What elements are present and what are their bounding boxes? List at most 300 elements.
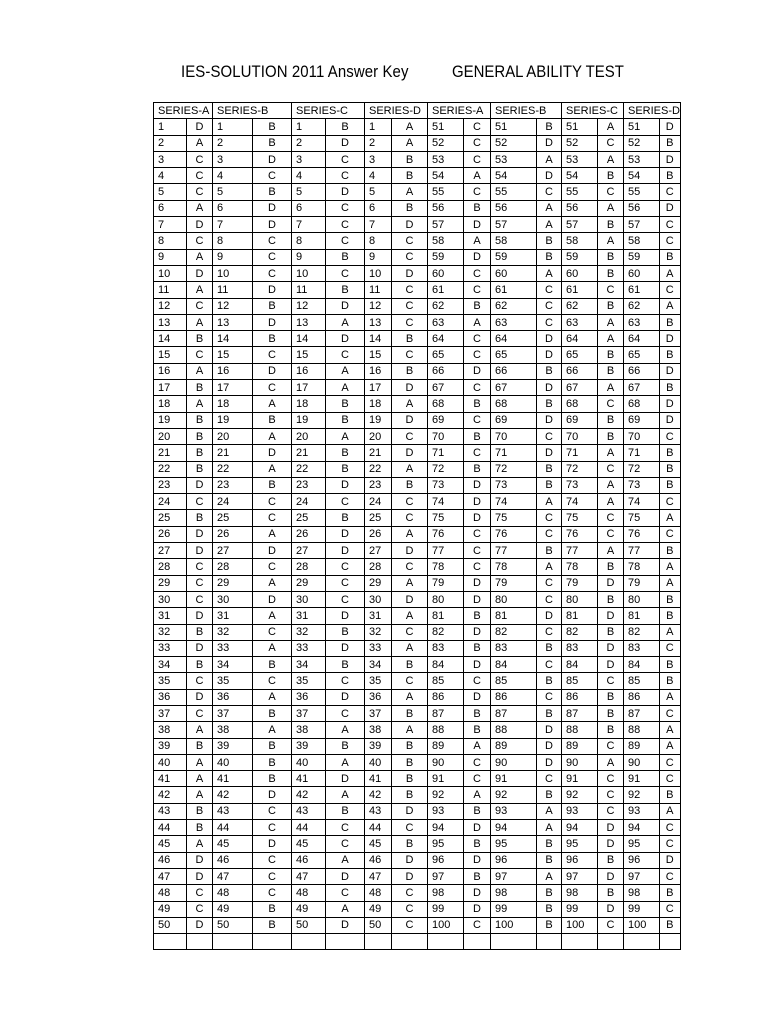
answer-cell: A [598, 119, 624, 135]
question-number-cell: 96 [624, 852, 660, 868]
question-number-cell: 28 [292, 559, 326, 575]
question-number-cell: 85 [491, 673, 537, 689]
answer-cell: A [326, 722, 365, 738]
answer-cell: D [326, 526, 365, 542]
empty-cell [213, 934, 253, 950]
question-number-cell: 99 [428, 901, 464, 917]
answer-cell: C [253, 868, 292, 884]
question-number-cell: 16 [365, 363, 392, 379]
answer-cell: A [187, 396, 213, 412]
question-number-cell: 71 [491, 445, 537, 461]
answer-cell: A [537, 265, 562, 281]
answer-cell: D [464, 363, 491, 379]
question-number-cell: 53 [562, 151, 598, 167]
answer-cell: B [187, 428, 213, 444]
question-number-cell: 5 [292, 184, 326, 200]
answer-cell: B [326, 282, 365, 298]
table-row [154, 754, 681, 770]
answer-cell: B [659, 347, 680, 363]
answer-cell: C [464, 526, 491, 542]
answer-cell: A [392, 722, 428, 738]
question-number-cell: 87 [428, 705, 464, 721]
table-row [154, 543, 681, 559]
table-row [154, 917, 681, 933]
question-number-cell: 80 [428, 591, 464, 607]
question-number-cell: 21 [292, 445, 326, 461]
answer-cell: D [326, 868, 365, 884]
answer-cell: B [253, 331, 292, 347]
question-number-cell: 12 [213, 298, 253, 314]
question-number-cell: 78 [428, 559, 464, 575]
answer-cell: B [659, 168, 680, 184]
answer-cell: B [537, 363, 562, 379]
question-number-cell: 21 [154, 445, 187, 461]
answer-cell: B [464, 428, 491, 444]
question-number-cell: 88 [491, 722, 537, 738]
answer-cell: B [598, 412, 624, 428]
empty-cell [624, 934, 660, 950]
question-number-cell: 34 [154, 657, 187, 673]
answer-cell: C [598, 282, 624, 298]
question-number-cell: 55 [428, 184, 464, 200]
table-row [154, 836, 681, 852]
table-row [154, 591, 681, 607]
answer-cell: A [537, 803, 562, 819]
answer-cell: D [392, 543, 428, 559]
answer-cell: C [253, 168, 292, 184]
answer-cell: C [392, 510, 428, 526]
answer-cell: C [187, 901, 213, 917]
table-row [154, 673, 681, 689]
question-number-cell: 14 [292, 331, 326, 347]
answer-cell: C [659, 184, 680, 200]
answer-cell: A [659, 298, 680, 314]
answer-cell: C [187, 168, 213, 184]
question-number-cell: 33 [365, 640, 392, 656]
question-number-cell: 98 [491, 885, 537, 901]
answer-cell: D [537, 738, 562, 754]
question-number-cell: 59 [491, 249, 537, 265]
series-header: SERIES-B [491, 103, 562, 119]
answer-cell: D [537, 331, 562, 347]
answer-cell: B [392, 477, 428, 493]
question-number-cell: 63 [491, 314, 537, 330]
question-number-cell: 64 [624, 331, 660, 347]
answer-cell: C [537, 657, 562, 673]
answer-cell: A [253, 640, 292, 656]
question-number-cell: 89 [562, 738, 598, 754]
question-number-cell: 69 [491, 412, 537, 428]
answer-cell: A [392, 396, 428, 412]
question-number-cell: 39 [292, 738, 326, 754]
question-number-cell: 54 [624, 168, 660, 184]
question-number-cell: 56 [428, 200, 464, 216]
table-row [154, 624, 681, 640]
table-row [154, 282, 681, 298]
answer-cell: C [598, 396, 624, 412]
table-row [154, 820, 681, 836]
answer-cell: A [253, 689, 292, 705]
question-number-cell: 3 [213, 151, 253, 167]
answer-cell: C [598, 771, 624, 787]
question-number-cell: 7 [154, 217, 187, 233]
answer-cell: D [464, 575, 491, 591]
series-header: SERIES-A [428, 103, 491, 119]
answer-cell: C [253, 265, 292, 281]
question-number-cell: 93 [562, 803, 598, 819]
question-number-cell: 90 [491, 754, 537, 770]
answer-cell: C [537, 689, 562, 705]
answer-cell: B [326, 461, 365, 477]
question-number-cell: 27 [154, 543, 187, 559]
page-heading [0, 62, 768, 90]
question-number-cell: 31 [154, 608, 187, 624]
answer-cell: D [392, 591, 428, 607]
answer-cell: D [253, 445, 292, 461]
answer-cell: A [537, 820, 562, 836]
question-number-cell: 9 [292, 249, 326, 265]
answer-cell: B [464, 298, 491, 314]
answer-cell: A [537, 151, 562, 167]
question-number-cell: 62 [491, 298, 537, 314]
answer-cell: B [659, 249, 680, 265]
question-number-cell: 97 [624, 868, 660, 884]
answer-cell: B [537, 396, 562, 412]
answer-cell: A [537, 200, 562, 216]
question-number-cell: 22 [365, 461, 392, 477]
question-number-cell: 40 [365, 754, 392, 770]
answer-cell: B [659, 445, 680, 461]
answer-cell: B [659, 380, 680, 396]
table-row [154, 494, 681, 510]
question-number-cell: 41 [213, 771, 253, 787]
question-number-cell: 50 [365, 917, 392, 933]
question-number-cell: 29 [154, 575, 187, 591]
answer-cell: B [326, 510, 365, 526]
question-number-cell: 33 [154, 640, 187, 656]
answer-cell: B [659, 591, 680, 607]
answer-cell: C [326, 820, 365, 836]
question-number-cell: 83 [428, 640, 464, 656]
question-number-cell: 16 [292, 363, 326, 379]
question-number-cell: 90 [624, 754, 660, 770]
question-number-cell: 97 [491, 868, 537, 884]
question-number-cell: 95 [428, 836, 464, 852]
answer-cell: B [187, 331, 213, 347]
answer-cell: D [253, 543, 292, 559]
answer-cell: C [464, 119, 491, 135]
answer-cell: C [326, 673, 365, 689]
question-number-cell: 58 [428, 233, 464, 249]
question-number-cell: 31 [365, 608, 392, 624]
answer-cell: C [392, 917, 428, 933]
question-number-cell: 94 [562, 820, 598, 836]
question-number-cell: 56 [562, 200, 598, 216]
answer-cell: B [392, 754, 428, 770]
answer-cell: D [537, 168, 562, 184]
question-number-cell: 41 [154, 771, 187, 787]
answer-cell: C [659, 282, 680, 298]
answer-cell: C [253, 559, 292, 575]
question-number-cell: 41 [365, 771, 392, 787]
question-number-cell: 10 [154, 265, 187, 281]
answer-cell: B [598, 722, 624, 738]
question-number-cell: 32 [365, 624, 392, 640]
question-number-cell: 37 [154, 705, 187, 721]
question-number-cell: 42 [292, 787, 326, 803]
answer-cell: C [464, 559, 491, 575]
answer-cell: A [392, 640, 428, 656]
question-number-cell: 62 [624, 298, 660, 314]
answer-cell: B [598, 363, 624, 379]
question-number-cell: 4 [154, 168, 187, 184]
question-number-cell: 50 [213, 917, 253, 933]
answer-cell: B [537, 640, 562, 656]
table-row [154, 184, 681, 200]
answer-cell: C [392, 901, 428, 917]
table-body [154, 119, 681, 950]
answer-cell: A [659, 689, 680, 705]
question-number-cell: 68 [624, 396, 660, 412]
answer-cell: C [326, 217, 365, 233]
answer-cell: C [253, 624, 292, 640]
answer-cell: B [537, 673, 562, 689]
answer-cell: B [392, 331, 428, 347]
question-number-cell: 26 [154, 526, 187, 542]
question-number-cell: 42 [213, 787, 253, 803]
answer-cell: C [464, 754, 491, 770]
question-number-cell: 96 [491, 852, 537, 868]
answer-cell: A [187, 249, 213, 265]
answer-cell: D [187, 217, 213, 233]
question-number-cell: 84 [428, 657, 464, 673]
table-row [154, 608, 681, 624]
table-row [154, 249, 681, 265]
question-number-cell: 58 [562, 233, 598, 249]
question-number-cell: 55 [624, 184, 660, 200]
question-number-cell: 41 [292, 771, 326, 787]
answer-cell: C [187, 233, 213, 249]
question-number-cell: 43 [154, 803, 187, 819]
answer-cell: A [187, 282, 213, 298]
answer-cell: B [598, 705, 624, 721]
question-number-cell: 32 [213, 624, 253, 640]
answer-cell: D [187, 640, 213, 656]
question-number-cell: 84 [624, 657, 660, 673]
answer-cell: C [659, 901, 680, 917]
question-number-cell: 96 [428, 852, 464, 868]
answer-cell: C [659, 233, 680, 249]
question-number-cell: 36 [365, 689, 392, 705]
question-number-cell: 91 [428, 771, 464, 787]
question-number-cell: 5 [213, 184, 253, 200]
question-number-cell: 53 [428, 151, 464, 167]
answer-cell: D [464, 510, 491, 526]
question-number-cell: 72 [562, 461, 598, 477]
question-number-cell: 66 [624, 363, 660, 379]
answer-cell: D [392, 852, 428, 868]
question-number-cell: 7 [292, 217, 326, 233]
answer-cell: B [537, 461, 562, 477]
answer-cell: B [598, 428, 624, 444]
answer-cell: D [326, 689, 365, 705]
question-number-cell: 4 [365, 168, 392, 184]
answer-cell: D [253, 363, 292, 379]
question-number-cell: 81 [491, 608, 537, 624]
question-number-cell: 68 [428, 396, 464, 412]
answer-cell: C [187, 184, 213, 200]
answer-cell: C [187, 559, 213, 575]
answer-cell: A [659, 265, 680, 281]
question-number-cell: 23 [154, 477, 187, 493]
answer-cell: D [537, 722, 562, 738]
answer-cell: B [659, 657, 680, 673]
question-number-cell: 79 [491, 575, 537, 591]
question-number-cell: 75 [562, 510, 598, 526]
question-number-cell: 46 [365, 852, 392, 868]
answer-cell: C [253, 249, 292, 265]
answer-cell: D [253, 787, 292, 803]
header-row [154, 103, 681, 119]
question-number-cell: 58 [624, 233, 660, 249]
question-number-cell: 95 [624, 836, 660, 852]
question-number-cell: 44 [154, 820, 187, 836]
question-number-cell: 52 [491, 135, 537, 151]
table-row [154, 738, 681, 754]
answer-cell: B [326, 803, 365, 819]
answer-cell: A [326, 787, 365, 803]
answer-cell: C [326, 233, 365, 249]
answer-cell: D [464, 624, 491, 640]
answer-cell: B [464, 461, 491, 477]
question-number-cell: 48 [365, 885, 392, 901]
question-number-cell: 20 [365, 428, 392, 444]
answer-cell: A [253, 396, 292, 412]
answer-cell: C [392, 673, 428, 689]
answer-cell: C [464, 543, 491, 559]
answer-cell: C [598, 738, 624, 754]
question-number-cell: 40 [154, 754, 187, 770]
question-number-cell: 47 [154, 868, 187, 884]
table-row [154, 868, 681, 884]
question-number-cell: 20 [213, 428, 253, 444]
answer-cell: D [537, 608, 562, 624]
question-number-cell: 52 [562, 135, 598, 151]
question-number-cell: 62 [562, 298, 598, 314]
question-number-cell: 76 [624, 526, 660, 542]
question-number-cell: 27 [365, 543, 392, 559]
question-number-cell: 52 [624, 135, 660, 151]
answer-cell: A [659, 738, 680, 754]
question-number-cell: 18 [292, 396, 326, 412]
question-number-cell: 98 [562, 885, 598, 901]
answer-cell: B [537, 249, 562, 265]
question-number-cell: 67 [428, 380, 464, 396]
question-number-cell: 50 [154, 917, 187, 933]
table-row [154, 803, 681, 819]
question-number-cell: 88 [428, 722, 464, 738]
question-number-cell: 56 [491, 200, 537, 216]
question-number-cell: 85 [562, 673, 598, 689]
answer-cell: C [598, 526, 624, 542]
question-number-cell: 3 [292, 151, 326, 167]
series-header: SERIES-A [154, 103, 213, 119]
question-number-cell: 75 [428, 510, 464, 526]
answer-cell: C [537, 526, 562, 542]
answer-cell: B [537, 836, 562, 852]
question-number-cell: 22 [154, 461, 187, 477]
answer-cell: C [187, 705, 213, 721]
question-number-cell: 89 [624, 738, 660, 754]
answer-cell: B [253, 754, 292, 770]
answer-cell: B [537, 901, 562, 917]
answer-cell: D [187, 265, 213, 281]
answer-cell: D [659, 151, 680, 167]
question-number-cell: 45 [365, 836, 392, 852]
answer-cell: A [464, 168, 491, 184]
answer-cell: C [659, 217, 680, 233]
question-number-cell: 2 [213, 135, 253, 151]
question-number-cell: 57 [624, 217, 660, 233]
answer-cell: D [659, 396, 680, 412]
question-number-cell: 55 [562, 184, 598, 200]
answer-cell: D [598, 820, 624, 836]
answer-cell: C [187, 347, 213, 363]
question-number-cell: 93 [491, 803, 537, 819]
answer-cell: D [392, 412, 428, 428]
question-number-cell: 21 [213, 445, 253, 461]
question-number-cell: 3 [154, 151, 187, 167]
answer-cell: D [187, 608, 213, 624]
question-number-cell: 32 [292, 624, 326, 640]
answer-cell: B [253, 705, 292, 721]
question-number-cell: 24 [365, 494, 392, 510]
answer-cell: C [659, 526, 680, 542]
answer-cell: D [187, 477, 213, 493]
question-number-cell: 74 [428, 494, 464, 510]
answer-cell: D [598, 901, 624, 917]
question-number-cell: 91 [624, 771, 660, 787]
answer-cell: A [392, 608, 428, 624]
question-number-cell: 25 [292, 510, 326, 526]
answer-cell: C [187, 575, 213, 591]
empty-cell [292, 934, 326, 950]
answer-cell: D [464, 657, 491, 673]
answer-cell: C [464, 135, 491, 151]
answer-cell: C [326, 575, 365, 591]
answer-cell: A [326, 428, 365, 444]
question-number-cell: 12 [154, 298, 187, 314]
question-number-cell: 17 [213, 380, 253, 396]
answer-cell: B [598, 885, 624, 901]
question-number-cell: 4 [213, 168, 253, 184]
answer-cell: D [537, 445, 562, 461]
answer-cell: C [326, 347, 365, 363]
question-number-cell: 100 [491, 917, 537, 933]
answer-cell: A [187, 836, 213, 852]
answer-cell: C [598, 510, 624, 526]
empty-cell [562, 934, 598, 950]
question-number-cell: 19 [292, 412, 326, 428]
empty-cell [659, 934, 680, 950]
question-number-cell: 45 [154, 836, 187, 852]
question-number-cell: 11 [154, 282, 187, 298]
answer-cell: B [537, 852, 562, 868]
answer-cell: D [392, 217, 428, 233]
question-number-cell: 65 [491, 347, 537, 363]
answer-cell: A [392, 184, 428, 200]
answer-cell: B [464, 640, 491, 656]
